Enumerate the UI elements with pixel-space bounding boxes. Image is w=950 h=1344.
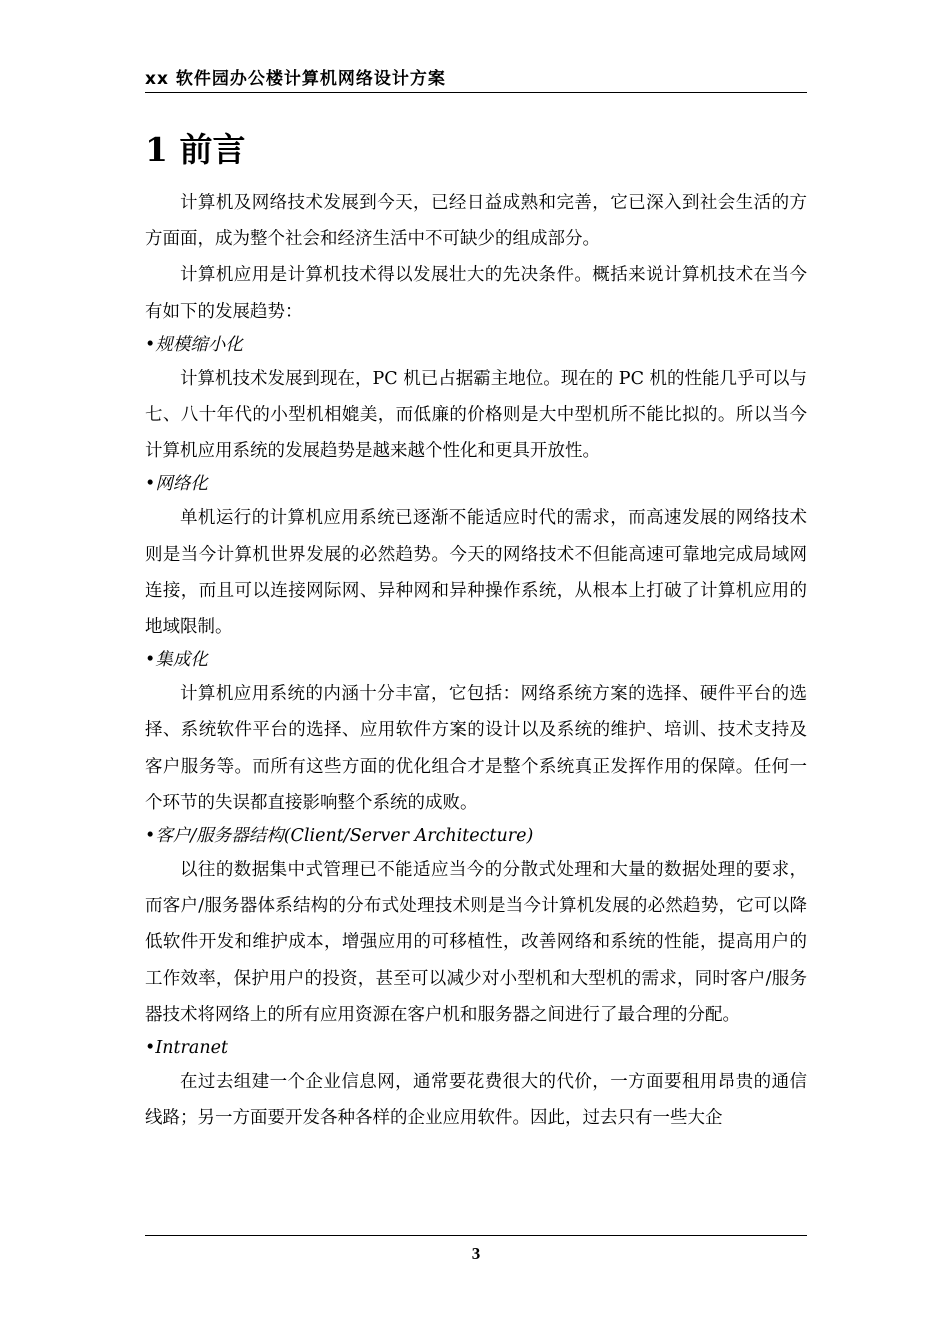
paragraph-trends: 计算机应用是计算机技术得以发展壮大的先决条件。概括来说计算机技术在当今有如下的发展趋势：	[145, 265, 807, 322]
paragraph-miniaturization: 计算机技术发展到现在，PC 机已占据霸主地位。现在的 PC 机的性能几乎可以与七、八十年代的小型机相媲美，而低廉的价格则是大中型机所不能比拟的。所以当今计算机应用系统的发展趋势是越来越个性化和更具开放性。	[145, 368, 808, 462]
paragraph-integration: 计算机应用系统的内涵十分丰富，它包括：网络系统方案的选择、硬件平台的选择、系统软件平台的选择、应用软件方案的设计以及系统的维护、培训、技术支持及客户服务等。而所有这些方面的优化组合才是整个系统真正发挥作用的保障。任何一个环节的失误都直接影响整个系统的成败。	[145, 684, 807, 813]
bullet-heading-label: Intranet	[155, 1038, 229, 1059]
bullet-heading-networking	[145, 469, 807, 500]
footer-divider	[145, 1235, 807, 1236]
bullet-mark: •	[145, 334, 156, 355]
body-content	[145, 185, 807, 1136]
paragraph-networking: 单机运行的计算机应用系统已逐渐不能适应时代的需求，而高速发展的网络技术则是当今计算机世界发展的必然趋势。今天的网络技术不但能高速可靠地完成局域网连接，而且可以连接网际网、异种网和异种操作系统，从根本上打破了计算机应用的地域限制。	[145, 508, 807, 638]
running-header: xx 软件园办公楼计算机网络设计方案	[145, 69, 446, 89]
bullet-heading-client-server	[145, 821, 807, 852]
bullet-heading-integration	[145, 645, 807, 676]
bullet-heading-intranet	[145, 1033, 807, 1064]
bullet-heading-label: 规模缩小化	[155, 334, 243, 355]
paragraph-intranet: 在过去组建一个企业信息网，通常要花费很大的代价，一方面要租用昂贵的通信线路；另一方面要开发各种各样的企业应用软件。因此，过去只有一些大企	[145, 1072, 807, 1129]
bullet-heading-label: 网络化	[155, 474, 208, 495]
bullet-heading-label: 集成化	[155, 650, 208, 671]
section-title: 1 前言	[145, 130, 246, 169]
bullet-mark: •	[145, 474, 156, 495]
header-divider	[145, 92, 807, 93]
bullet-mark: •	[145, 1038, 156, 1059]
paragraph-client-server: 以往的数据集中式管理已不能适应当今的分散式处理和大量的数据处理的要求，而客户/服务器体系结构的分布式处理技术则是当今计算机发展的必然趋势，它可以降低软件开发和维护成本，增强应用的可移植性，改善网络和系统的性能，提高用户的工作效率，保护用户的投资，甚至可以减少对小型机和大型机的需求，同时客户/服务器技术将网络上的所有应用资源在客户机和服务器之间进行了最合理的分配。	[145, 860, 807, 1025]
page-number: 3	[471, 1244, 481, 1263]
bullet-heading-label: 客户/服务器结构(Client/Server Architecture)	[155, 826, 534, 847]
bullet-mark: •	[145, 826, 156, 847]
paragraph-intro: 计算机及网络技术发展到今天，已经日益成熟和完善，它已深入到社会生活的方方面面，成为整个社会和经济生活中不可缺少的组成部分。	[145, 193, 807, 250]
bullet-mark: •	[145, 650, 156, 671]
bullet-heading-miniaturization	[145, 330, 807, 361]
